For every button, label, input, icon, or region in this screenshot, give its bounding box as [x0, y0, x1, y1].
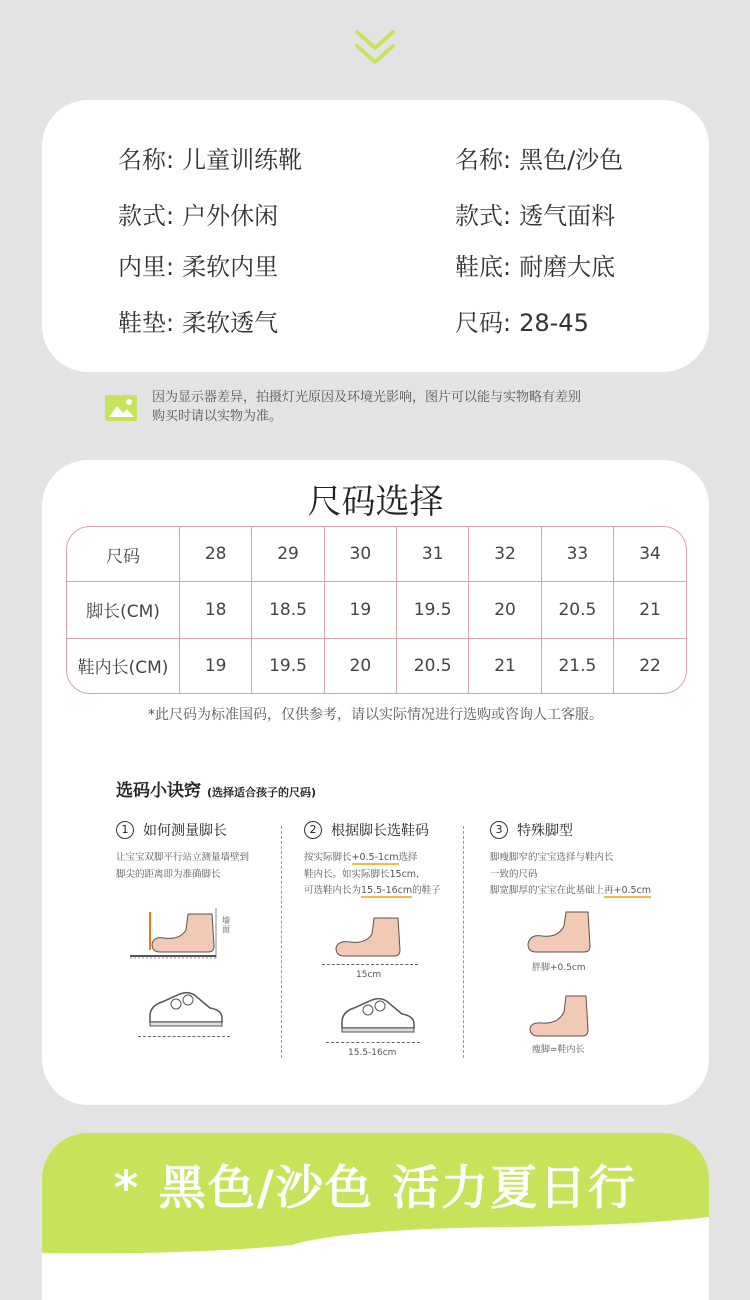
size-table-cell: 18.5 [252, 582, 324, 638]
tip-divider [281, 826, 282, 1058]
shoe-inner-line [326, 1042, 420, 1043]
step-number: 3 [490, 821, 508, 839]
banner-title: * 黑色/沙色 活力夏日行 [113, 1161, 638, 1216]
size-table-cell: 19.5 [252, 638, 324, 693]
narrow-foot-figure [526, 992, 596, 1038]
shoe-figure [338, 992, 418, 1036]
size-guide-card [42, 460, 709, 1105]
info-row-fabric: 款式: 透气面料 [455, 202, 616, 230]
info-row-size-range: 尺码: 28-45 [455, 309, 589, 337]
wall-label: 墙面 [222, 916, 230, 934]
size-table-row-label: 鞋内长(CM) [67, 638, 180, 693]
info-row-name: 名称: 儿童训练靴 [118, 146, 303, 174]
size-table-cell: 21.5 [541, 638, 613, 693]
size-table-row-label: 脚长(CM) [67, 582, 180, 638]
tip-divider [463, 826, 464, 1058]
size-table-cell: 20.5 [541, 582, 613, 638]
notice-text: 因为显示器差异，拍摄灯光原因及环境光影响，图片可以能与实物略有差别 购买时请以实物为准。 [152, 390, 582, 424]
product-info-card [42, 100, 709, 372]
shoe-figure [146, 986, 226, 1030]
size-table-row [67, 638, 686, 693]
size-table-cell: 19 [324, 582, 396, 638]
info-row-color: 名称: 黑色/沙色 [455, 146, 624, 174]
shoe-length-line [138, 1036, 230, 1037]
size-table-row [67, 527, 686, 582]
foot-figure [332, 914, 412, 960]
size-guide-title: 尺码选择 [307, 482, 444, 522]
size-table-row [67, 582, 686, 638]
size-table-cell: 34 [614, 527, 686, 582]
size-table-cell: 20 [324, 638, 396, 693]
tip-special-feet: 3 特殊脚型 脚瘦脚窄的宝宝选择与鞋内长 一致的尺码 脚宽脚厚的宝宝在此基础上再+0.5cm [490, 823, 652, 896]
step-number: 2 [304, 821, 322, 839]
tip-measure-foot: 1 如何测量脚长 让宝宝双脚平行站立测量墙壁到 脚尖的距离即为准确脚长 [116, 823, 250, 880]
size-table-cell: 32 [469, 527, 541, 582]
info-row-style: 款式: 户外休闲 [118, 202, 279, 230]
photo-icon [104, 394, 138, 422]
size-table-cell: 28 [180, 527, 252, 582]
color-banner [42, 1133, 709, 1300]
size-table-cell: 20 [469, 582, 541, 638]
size-table-cell: 20.5 [397, 638, 469, 693]
info-row-lining: 内里: 柔软内里 [118, 253, 279, 281]
size-table-cell: 19 [180, 638, 252, 693]
foot-measure-figure [124, 906, 234, 966]
size-table-cell: 33 [541, 527, 613, 582]
narrow-foot-caption: 瘦脚=鞋内长 [532, 1045, 585, 1055]
foot-length-caption: 15cm [356, 970, 382, 980]
size-table-cell: 21 [469, 638, 541, 693]
info-row-sole: 鞋底: 耐磨大底 [455, 253, 616, 281]
double-chevron-down-icon [354, 28, 396, 68]
size-table-row-label: 尺码 [67, 527, 180, 582]
tip-choose-size: 2 根据脚长选鞋码 按实际脚长+0.5-1cm选择 鞋内长。如实际脚长15cm, 可选鞋内长为15.5-16cm的鞋子 [304, 823, 441, 896]
step-number: 1 [116, 821, 134, 839]
foot-length-line [322, 964, 418, 965]
size-table-note: *此尺码为标准国码，仅供参考，请以实际情况进行选购或咨询人工客服。 [148, 707, 603, 723]
tips-title: 选码小诀窍 (选择适合孩子的尺码) [116, 781, 317, 801]
size-table-cell: 22 [639, 655, 661, 676]
size-table-cell: 21 [614, 582, 686, 638]
size-table-cell: 29 [252, 527, 324, 582]
size-table-cell: 18 [180, 582, 252, 638]
shoe-inner-caption: 15.5-16cm [348, 1048, 397, 1058]
wide-foot-caption: 胖脚+0.5cm [532, 963, 586, 973]
wide-foot-figure [526, 908, 596, 954]
info-row-insole: 鞋垫: 柔软透气 [118, 309, 279, 337]
size-table-cell: 30 [324, 527, 396, 582]
size-table-cell: 31 [397, 527, 469, 582]
size-table [66, 526, 687, 694]
size-table-cell: 19.5 [397, 582, 469, 638]
